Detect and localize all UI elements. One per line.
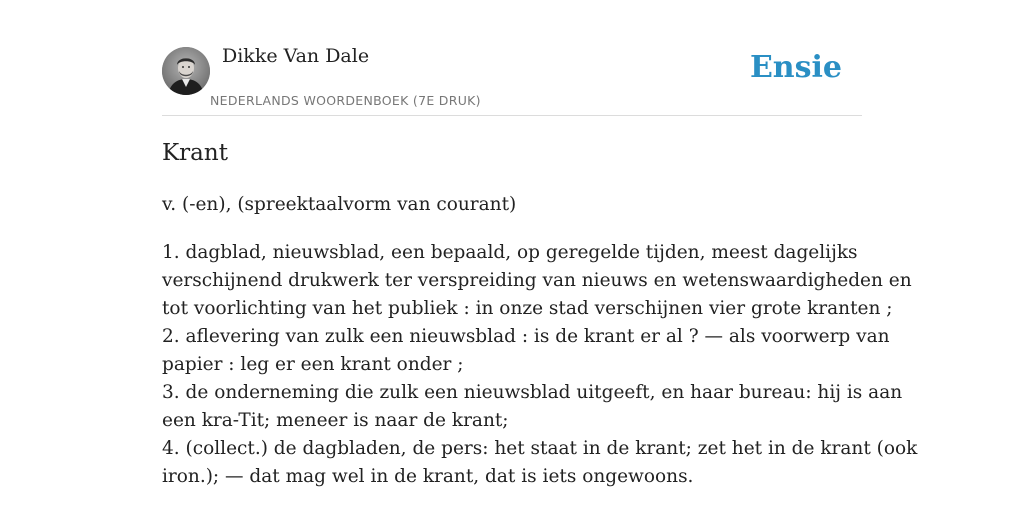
entry-title: Krant — [162, 140, 228, 166]
definition-line: papier : leg er een krant onder ; — [162, 354, 464, 375]
definition-line: 3. de onderneming die zulk een nieuwsblad uitgeeft, en haar bureau: hij is aan — [162, 382, 903, 403]
source-label[interactable]: NEDERLANDS WOORDENBOEK (7E DRUK) — [210, 93, 481, 108]
definition-line: verschijnend drukwerk ter verspreiding van nieuws en wetenswaardigheden en — [162, 270, 912, 291]
definition-line: een kra-Tit; meneer is naar de krant; — [162, 410, 509, 431]
definition-line: 4. (collect.) de dagbladen, de pers: het staat in de krant; zet het in de krant (ook — [162, 438, 918, 459]
entry-card — [162, 0, 918, 512]
definition-line: 2. aflevering van zulk een nieuwsblad : is de krant er al ? — als voorwerp van — [162, 326, 890, 347]
definition-line: 1. dagblad, nieuwsblad, een bepaald, op geregelde tijden, meest dagelijks — [162, 242, 858, 263]
definition-text — [162, 239, 918, 491]
grammar-info: v. (-en), (spreektaalvorm van courant) — [162, 194, 517, 215]
portrait-photo-icon — [162, 47, 210, 95]
definition-line: tot voorlichting van het publiek : in onze stad verschijnen vier grote kranten ; — [162, 298, 893, 319]
author-name[interactable]: Dikke Van Dale — [222, 45, 370, 67]
brand-logo[interactable]: Ensie — [749, 50, 842, 85]
entry-header — [162, 0, 862, 116]
avatar[interactable] — [162, 47, 210, 95]
definition-line: iron.); — dat mag wel in de krant, dat is iets ongewoons. — [162, 466, 694, 487]
